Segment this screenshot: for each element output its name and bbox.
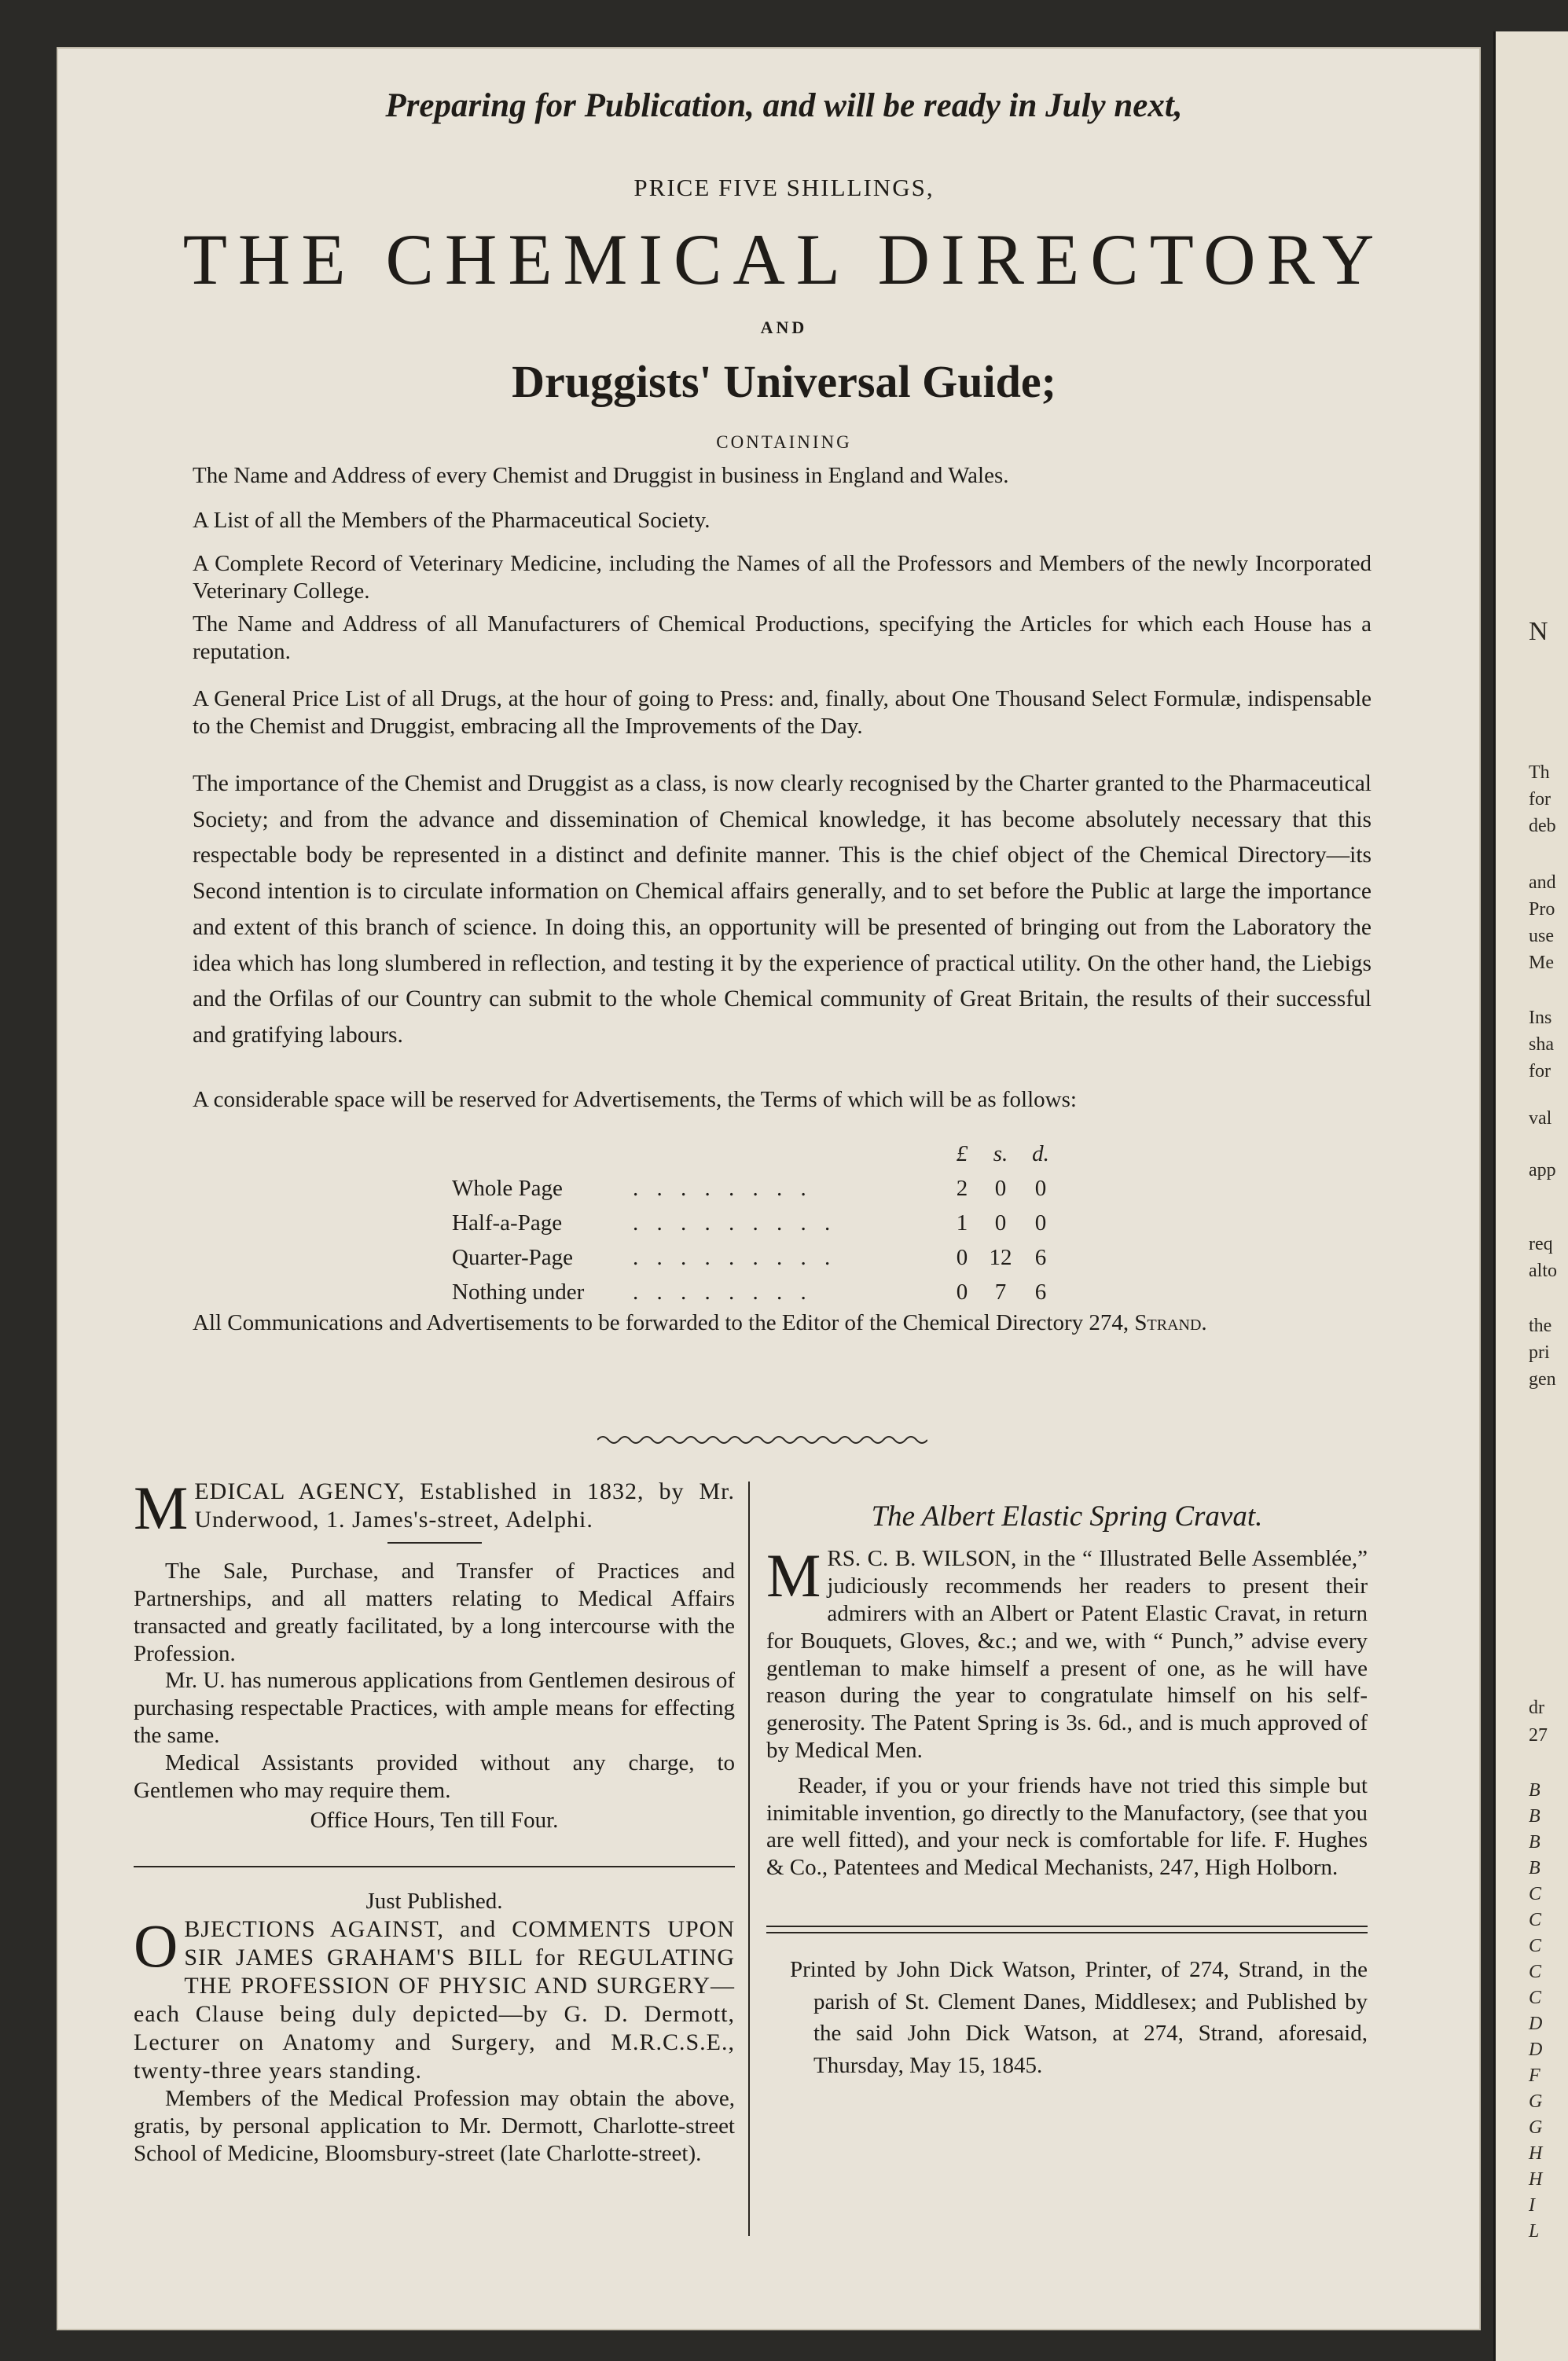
contents-item: The Name and Address of every Chemist and Druggist in business in England and Wales. xyxy=(193,463,1009,488)
pounds-header: £ xyxy=(956,1141,968,1166)
agency-paragraph: The Sale, Purchase, and Transfer of Practices and Partnerships, and all matters relating to Medical Affairs transacted and greatly facilitated, by a long intercourse with the Profession. xyxy=(134,1559,735,1666)
column-rule xyxy=(748,1482,750,2236)
subtitle: Druggists' Universal Guide; xyxy=(512,356,1056,407)
drop-cap: M xyxy=(134,1474,189,1542)
contents-item: A List of all the Members of the Pharmaceutical Society. xyxy=(193,508,711,533)
pence-header: d. xyxy=(1032,1141,1049,1166)
next-page-fragment: I xyxy=(1529,2195,1535,2216)
next-page-fragment: Ins xyxy=(1529,1008,1552,1028)
publication-notice: Preparing for Publication, and will be ready in July next, xyxy=(385,87,1183,124)
next-page-fragment: Pro xyxy=(1529,899,1555,920)
rate-pence: 6 xyxy=(1034,1245,1047,1270)
advertising-rates-table xyxy=(452,1141,1096,1314)
next-page-fragment: B xyxy=(1529,1832,1540,1852)
cravat-paragraph: Reader, if you or your friends have not tried this simple but inimitable invention, go directly to the Manufactory, (see that you are well fitted), and your neck is comfortable for life. F. Hughes & Co., Patentees and Medical Mechanists, 247, High Holborn. xyxy=(766,1772,1368,1881)
rate-label: Quarter-Page xyxy=(452,1245,574,1270)
communications-text: All Communications and Advertisements to be forwarded to the Editor of the Chemical Directory 274, xyxy=(193,1310,1129,1335)
double-rule-bottom xyxy=(766,1932,1368,1933)
next-page-fragment: L xyxy=(1529,2221,1540,2242)
rate-row xyxy=(452,1210,1096,1245)
just-published-label: Just Published. xyxy=(365,1889,503,1915)
wavy-divider xyxy=(597,1432,927,1448)
next-page-fragment: D xyxy=(1529,2014,1543,2034)
section-rule xyxy=(134,1866,735,1867)
rate-label: Whole Page xyxy=(452,1176,563,1201)
cravat-title: The Albert Elastic Spring Cravat. xyxy=(871,1500,1263,1533)
objections-heading: BJECTIONS AGAINST, and COMMENTS UPON SIR JAMES GRAHAM'S BILL for REGULATING THE PROFESSION OF PHYSIC AND SURGERY—each Clause being duly depicted—by G. D. Dermott, Lecturer on Anatomy and Surgery, and M.R.C.S.E., twenty-three years standing. xyxy=(134,1916,735,2084)
price-line: PRICE FIVE SHILLINGS, xyxy=(633,174,935,201)
rate-row xyxy=(452,1245,1096,1280)
rate-pounds: 0 xyxy=(956,1245,968,1270)
rate-pence: 0 xyxy=(1034,1210,1047,1236)
rate-shillings: 0 xyxy=(994,1176,1007,1201)
communications-notice xyxy=(193,1309,1372,1337)
drop-cap: M xyxy=(766,1541,821,1610)
next-page-fragment: alto xyxy=(1529,1261,1557,1281)
strand-address: Strand. xyxy=(1134,1310,1207,1335)
contents-item: The Name and Address of all Manufacturers of Chemical Productions, specifying the Articles for which each House has a reputation. xyxy=(193,611,1372,665)
rate-pence: 0 xyxy=(1034,1176,1047,1201)
title-conjunction: AND xyxy=(760,318,808,337)
next-page-fragment: N xyxy=(1529,617,1548,646)
next-page-fragment: deb xyxy=(1529,816,1556,836)
page-title: THE CHEMICAL DIRECTORY xyxy=(182,219,1386,299)
rate-label: Half-a-Page xyxy=(452,1210,563,1236)
next-page-fragment: B xyxy=(1529,1858,1540,1878)
next-page-fragment: for xyxy=(1529,1061,1551,1081)
next-page-fragment: B xyxy=(1529,1780,1540,1801)
next-page-fragment: for xyxy=(1529,789,1551,810)
contents-item: A General Price List of all Drugs, at the hour of going to Press: and, finally, about One Thousand Select Formulæ, indispensable to the Chemist and Druggist, embracing all the Improvements of the Day. xyxy=(193,686,1372,740)
cravat-paragraph: RS. C. B. WILSON, in the “ Illustrated Belle Assemblée,” judiciously recommends her readers to present their admirers with an Albert or Patent Elastic Cravat, in return for Bouquets, Gloves, &c.; and we, with “ Punch,” advise every gentleman to make himself a present of one, as he will have reason during the year to congratulate himself on his self-generosity. The Patent Spring is 3s. 6d., and is much approved of by Medical Men. xyxy=(766,1546,1368,1763)
rate-pence: 6 xyxy=(1034,1280,1047,1305)
agency-paragraph: Medical Assistants provided without any charge, to Gentlemen who may require them. xyxy=(134,1750,735,1803)
next-page-fragment: 27 xyxy=(1529,1725,1548,1746)
rates-header-row xyxy=(452,1141,1096,1176)
right-column xyxy=(766,1500,1368,2081)
leader-dots: . . . . . . . . xyxy=(633,1176,813,1201)
rate-pounds: 0 xyxy=(956,1280,968,1305)
next-page-fragment: val xyxy=(1529,1108,1552,1129)
next-page-fragment: C xyxy=(1529,1884,1542,1904)
leader-dots: . . . . . . . . xyxy=(633,1280,813,1305)
agency-heading: EDICAL AGENCY, Established in 1832, by Mr. Underwood, 1. James's-street, Adelphi. xyxy=(194,1478,735,1533)
next-page-fragment: H xyxy=(1529,2143,1543,2164)
rate-pounds: 1 xyxy=(956,1210,968,1236)
next-page-fragment: use xyxy=(1529,926,1554,946)
containing-label: CONTAINING xyxy=(716,432,852,452)
next-page-fragment: D xyxy=(1529,2040,1543,2060)
next-page-fragment: Th xyxy=(1529,762,1550,783)
double-rule-top xyxy=(766,1926,1368,1927)
office-hours: Office Hours, Ten till Four. xyxy=(310,1808,559,1834)
rate-label: Nothing under xyxy=(452,1280,585,1305)
next-page-fragment: sha xyxy=(1529,1034,1554,1055)
next-page-fragment: C xyxy=(1529,1962,1542,1982)
next-page-fragment: the xyxy=(1529,1316,1552,1336)
rate-shillings: 12 xyxy=(989,1245,1012,1270)
next-page-fragment: G xyxy=(1529,2117,1543,2138)
leader-dots: . . . . . . . . . xyxy=(633,1245,837,1270)
next-page-fragment: C xyxy=(1529,1910,1542,1930)
next-page-fragment: app xyxy=(1529,1160,1556,1180)
printer-imprint: Printed by John Dick Watson, Printer, of 274, Strand, in the parish of St. Clement Danes, Middlesex; and Published by the said John Dick Watson, at 274, Strand, aforesaid, Thursday, May 15, 1845. xyxy=(790,1956,1368,2078)
next-page-fragment: C xyxy=(1529,1936,1542,1956)
next-page-fragment: F xyxy=(1529,2065,1540,2086)
rate-row xyxy=(452,1176,1096,1210)
left-column xyxy=(134,1474,735,2167)
next-page-fragment: Me xyxy=(1529,953,1554,973)
next-page-fragment: and xyxy=(1529,872,1556,893)
objections-paragraph: Members of the Medical Profession may obtain the above, gratis, by personal application to Mr. Dermott, Charlotte-street School of Medicine, Bloomsbury-street (late Charlotte-street). xyxy=(134,2086,735,2166)
advertisement-notice: A considerable space will be reserved for Advertisements, the Terms of which will be as follows: xyxy=(193,1087,1077,1112)
next-page-fragment: req xyxy=(1529,1234,1553,1254)
objections-advert xyxy=(134,1888,735,2167)
next-page-fragment: G xyxy=(1529,2091,1543,2112)
next-page-fragment: gen xyxy=(1529,1369,1556,1390)
intro-paragraph: The importance of the Chemist and Druggist as a class, is now clearly recognised by the Charter granted to the Pharmaceutical Society; and from the advance and dissemination of Chemical knowledge, it has become absolutely necessary that this respectable body be represented in a distinct and definite manner. This is the chief object of the Chemical Directory—its Second intention is to circulate information on Chemical affairs generally, and to set before the Public at large the importance and extent of this branch of science. In doing this, an opportunity will be presented of bringing out from the Laboratory the idea which has long slumbered in reflection, and testing it by the experience of practical utility. On the other hand, the Liebigs and the Orfilas of our Country can submit to the whole Chemical community of Great Britain, the results of their successful and gratifying labours. xyxy=(193,771,1372,1048)
cravat-advert xyxy=(766,1500,1368,1882)
leader-dots: . . . . . . . . . xyxy=(633,1210,837,1236)
next-page-fragment: H xyxy=(1529,2169,1543,2190)
short-rule xyxy=(387,1542,482,1544)
next-page-fragment: dr xyxy=(1529,1698,1544,1718)
contents-item: A Complete Record of Veterinary Medicine, including the Names of all the Professors and Members of the newly Incorporated Veterinary College. xyxy=(193,551,1372,604)
rate-pounds: 2 xyxy=(956,1176,968,1201)
shillings-header: s. xyxy=(993,1141,1008,1166)
next-page-fragment: pri xyxy=(1529,1342,1550,1363)
rate-shillings: 0 xyxy=(994,1210,1007,1236)
next-page-fragment: C xyxy=(1529,1988,1542,2008)
drop-cap: O xyxy=(134,1911,178,1981)
next-page-fragment: B xyxy=(1529,1806,1540,1827)
medical-agency-advert xyxy=(134,1474,735,1834)
rate-shillings: 7 xyxy=(994,1280,1007,1305)
agency-paragraph: Mr. U. has numerous applications from Gentlemen desirous of purchasing respectable Practices, with ample means for effecting the same. xyxy=(134,1668,735,1749)
